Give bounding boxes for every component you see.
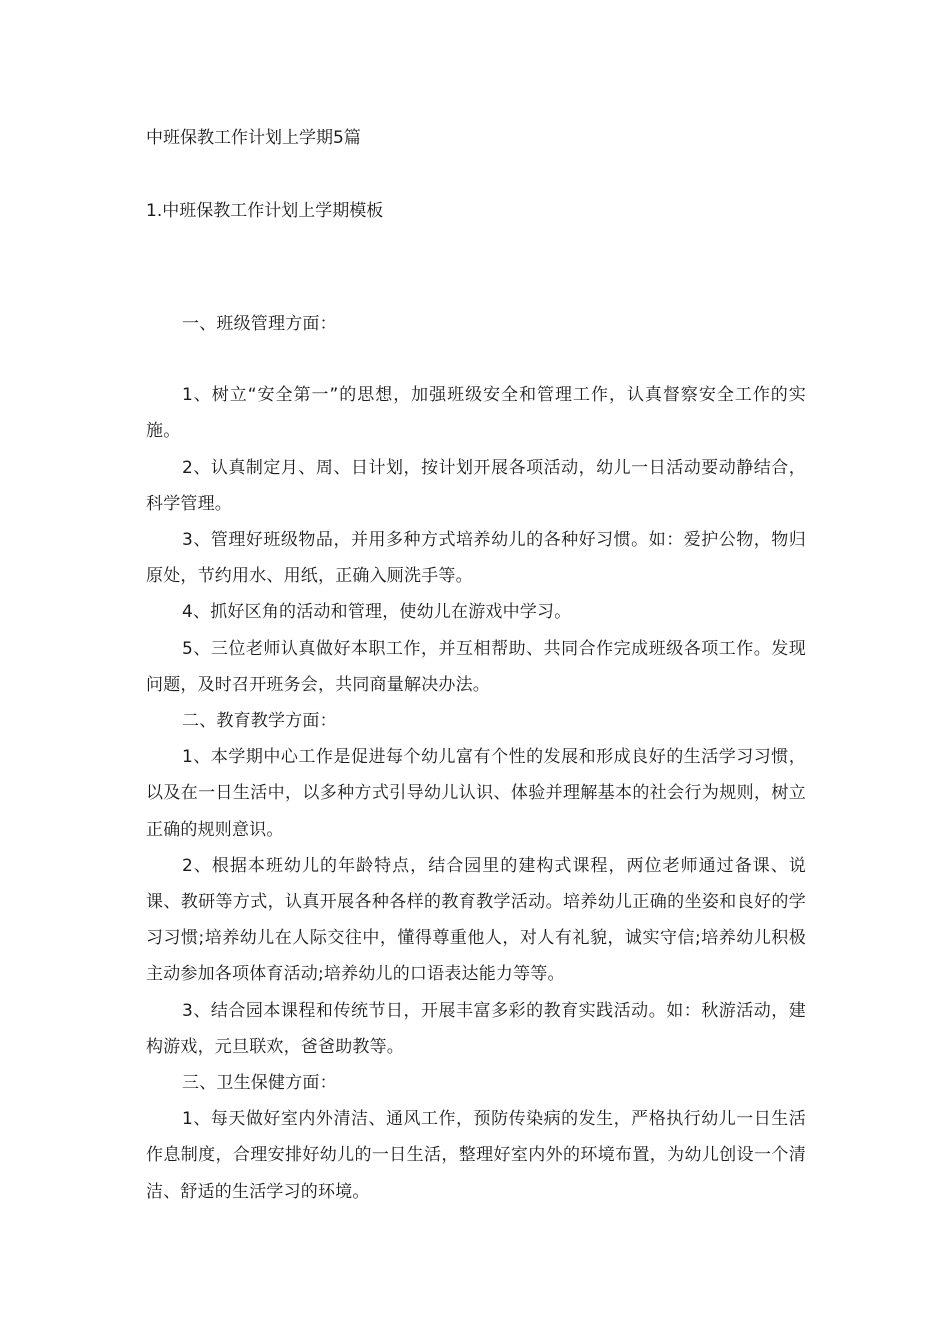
paragraph: 2、根据本班幼儿的年龄特点，结合园里的建构式课程，两位老师通过备课、说课、教研等方式，认真开展各种各样的教育教学活动。培养幼儿正确的坐姿和良好的学习习惯;培养幼儿在人际交往中，懂得尊重他人，对人有礼貌，诚实守信;培养幼儿积极主动参加各项体育活动;培养幼儿的口语表达能力等等。 — [146, 855, 806, 985]
paragraph: 3、管理好班级物品，并用多种方式培养幼儿的各种好习惯。如：爱护公物，物归原处，节约用水、用纸，正确入厕洗手等。 — [146, 530, 806, 587]
document-body — [146, 306, 806, 1210]
paragraph: 2、认真制定月、周、日计划，按计划开展各项活动，幼儿一日活动要动静结合，科学管理。 — [146, 457, 806, 514]
section-heading-class-management: 一、班级管理方面： — [182, 314, 337, 334]
paragraph: 3、结合园本课程和传统节日，开展丰富多彩的教育实践活动。如：秋游活动，建构游戏，元旦联欢，爸爸助教等。 — [146, 1000, 806, 1057]
paragraph: 1、树立“安全第一”的思想，加强班级安全和管理工作，认真督察安全工作的实施。 — [146, 385, 806, 442]
document-title: 中班保教工作计划上学期5篇 — [146, 128, 361, 148]
paragraph: 1、每天做好室内外清洁、通风工作，预防传染病的发生，严格执行幼儿一日生活作息制度，合理安排好幼儿的一日生活，整理好室内外的环境布置，为幼儿创设一个清洁、舒适的生活学习的环境。 — [146, 1109, 806, 1202]
paragraph: 5、三位老师认真做好本职工作，并互相帮助、共同合作完成班级各项工作。发现问题，及时召开班务会，共同商量解决办法。 — [146, 638, 806, 695]
paragraph: 1、本学期中心工作是促进每个幼儿富有个性的发展和形成良好的生活学习习惯，以及在一日生活中，以多种方式引导幼儿认识、体验并理解基本的社会行为规则，树立正确的规则意识。 — [146, 747, 806, 840]
section-heading-teaching: 二、教育教学方面： — [182, 711, 337, 732]
section-heading-health: 三、卫生保健方面： — [182, 1073, 337, 1094]
document-subtitle: 1.中班保教工作计划上学期模板 — [146, 201, 384, 221]
paragraph: 4、抓好区角的活动和管理，使幼儿在游戏中学习。 — [182, 602, 572, 623]
